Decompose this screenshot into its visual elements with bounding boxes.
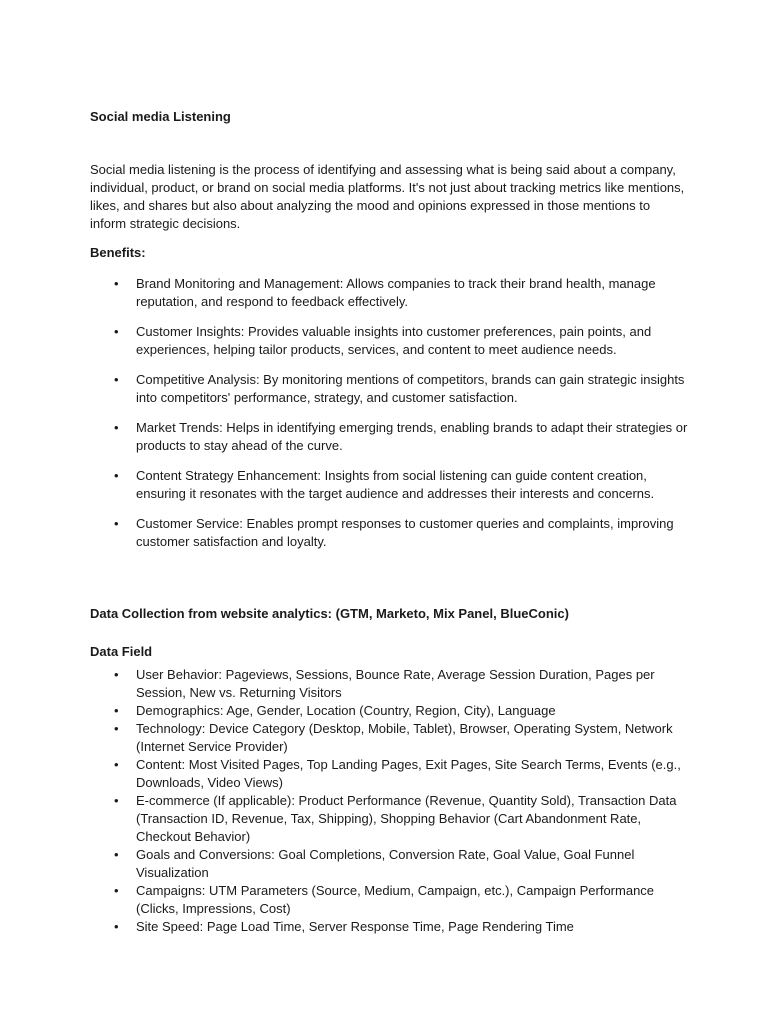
list-item (90, 275, 690, 311)
bullet-icon: • (114, 372, 119, 387)
bullet-icon: • (114, 468, 119, 483)
benefit-text: Brand Monitoring and Management: Allows companies to track their brand health, manage reputation, and respond to feedback effectively. (136, 276, 656, 309)
field-text: Demographics: Age, Gender, Location (Country, Region, City), Language (136, 703, 556, 718)
benefit-text: Competitive Analysis: By monitoring mentions of competitors, brands can gain strategic insights into competitors' performance, strategy, and customer satisfaction. (136, 372, 685, 405)
benefits-heading: Benefits: (90, 245, 146, 260)
list-item (90, 323, 690, 359)
bullet-icon: • (114, 757, 119, 772)
bullet-icon: • (114, 703, 119, 718)
benefit-text: Market Trends: Helps in identifying emerging trends, enabling brands to adapt their strategies or products to stay ahead of the curve. (136, 420, 688, 453)
list-item (90, 467, 690, 503)
list-item (90, 756, 690, 792)
field-text: Goals and Conversions: Goal Completions, Conversion Rate, Goal Value, Goal Funnel Visualization (136, 847, 635, 880)
field-text: Site Speed: Page Load Time, Server Response Time, Page Rendering Time (136, 919, 574, 934)
list-item (90, 702, 690, 720)
list-item (90, 371, 690, 407)
field-text: User Behavior: Pageviews, Sessions, Bounce Rate, Average Session Duration, Pages per Session, New vs. Returning Visitors (136, 667, 655, 700)
bullet-icon: • (114, 793, 119, 808)
benefit-text: Content Strategy Enhancement: Insights from social listening can guide content creation, ensuring it resonates with the target audience and addresses their interests and concerns. (136, 468, 655, 501)
list-item (90, 918, 690, 936)
list-item (90, 846, 690, 882)
bullet-icon: • (114, 667, 119, 682)
field-text: Content: Most Visited Pages, Top Landing Pages, Exit Pages, Site Search Terms, Events (e.g., Downloads, Video Views) (136, 757, 681, 790)
bullet-icon: • (114, 324, 119, 339)
list-item (90, 720, 690, 756)
field-text: E-commerce (If applicable): Product Performance (Revenue, Quantity Sold), Transaction Data (Transaction ID, Revenue, Tax, Shipping), Shopping Behavior (Cart Abandonment Rate, Checkout Behavior) (136, 793, 677, 844)
bullet-icon: • (114, 516, 119, 531)
list-item (90, 419, 690, 455)
bullet-icon: • (114, 721, 119, 736)
bullet-icon: • (114, 883, 119, 898)
field-text: Technology: Device Category (Desktop, Mobile, Tablet), Browser, Operating System, Network (Internet Service Provider) (136, 721, 673, 754)
bullet-icon: • (114, 847, 119, 862)
benefits-list (90, 275, 690, 563)
list-item (90, 882, 690, 918)
data-field-heading: Data Field (90, 644, 153, 659)
field-text: Campaigns: UTM Parameters (Source, Medium, Campaign, etc.), Campaign Performance (Clicks, Impressions, Cost) (136, 883, 655, 916)
bullet-icon: • (114, 919, 119, 934)
bullet-icon: • (114, 420, 119, 435)
list-item (90, 792, 690, 846)
benefit-text: Customer Insights: Provides valuable insights into customer preferences, pain points, and experiences, helping tailor products, services, and content to meet audience needs. (136, 324, 652, 357)
benefit-text: Customer Service: Enables prompt responses to customer queries and complaints, improving customer satisfaction and loyalty. (136, 516, 674, 549)
data-fields-list (90, 666, 690, 936)
section-title-data-collection: Data Collection from website analytics: (GTM, Marketo, Mix Panel, BlueConic) (90, 606, 569, 621)
list-item (90, 515, 690, 551)
bullet-icon: • (114, 276, 119, 291)
section-title-social-listening: Social media Listening (90, 109, 231, 124)
list-item (90, 666, 690, 702)
intro-paragraph: Social media listening is the process of identifying and assessing what is being said about a company, individual, product, or brand on social media platforms. It's not just about tracking metrics like mentions, likes, and shares but also about analyzing the mood and opinions expressed in those mentions to inform strategic decisions. (90, 162, 685, 231)
